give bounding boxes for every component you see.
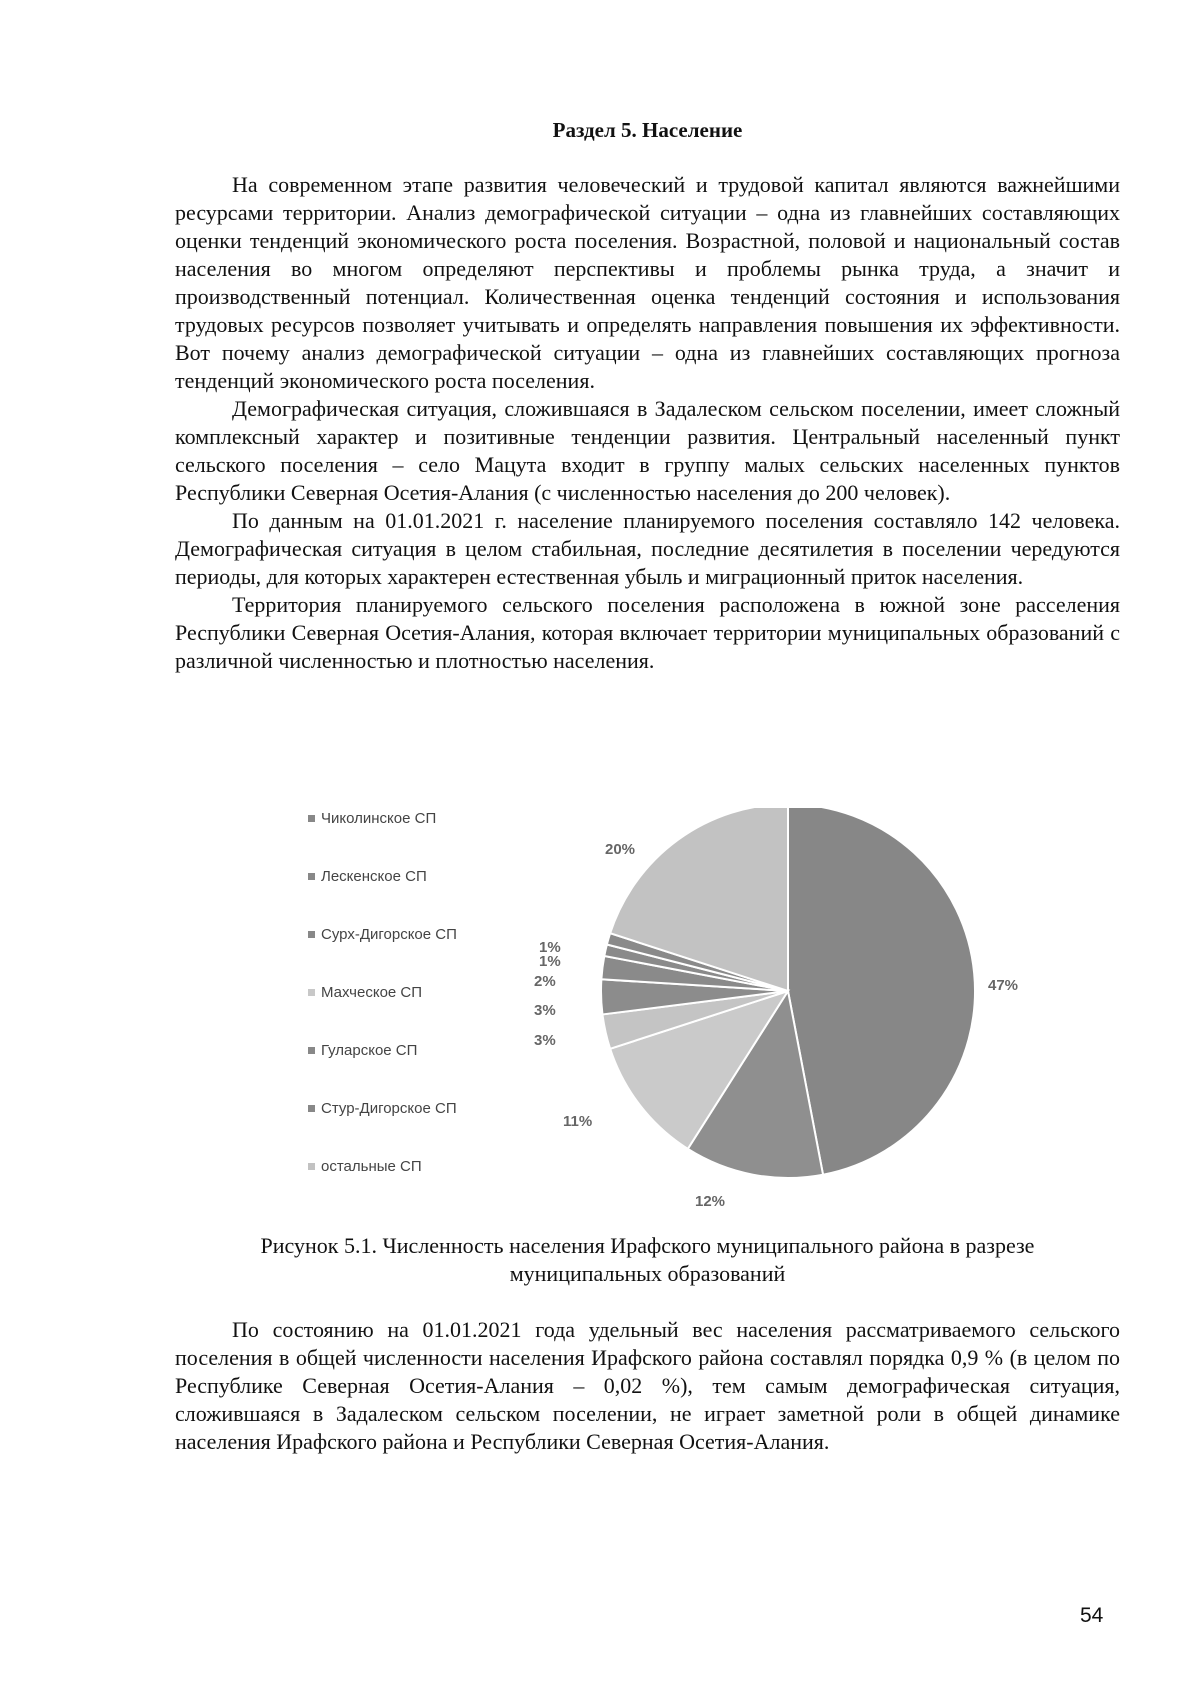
paragraph: Демографическая ситуация, сложившаяся в Задалеском сельском поселении, имеет сложный комплексный характер и позитивные тенденции развития. Центральный населенный пункт сельского поселения – село Мацута входит в группу малых сельских населенных пунктов Республики Северная Осетия-Алания (с численностью населения до 200 человек). — [175, 396, 1120, 505]
pie-slice — [788, 808, 975, 1175]
legend-item — [308, 924, 457, 944]
paragraph: На современном этапе развития человеческий и трудовой капитал являются важнейшими ресурсами территории. Анализ демографической ситуации – одна из главнейших составляющих оценки тенденций экономического роста поселения. Возрастной, половой и национальный состав населения во многом определяют перспективы и проблемы рынка труда, а значит и производственный потенциал. Количественная оценка тенденций состояния и использования трудовых ресурсов позволяет учитывать и определять направления повышения их эффективности. Вот почему анализ демографической ситуации – одна из главнейших составляющих прогноза тенденций экономического роста поселения. — [175, 172, 1120, 393]
intro-text-block — [175, 171, 1120, 675]
slice-data-label: 2% — [534, 973, 556, 990]
legend-item — [308, 866, 427, 886]
legend-label: Чиколинское СП — [321, 809, 437, 827]
figure-caption — [175, 1232, 1120, 1288]
paragraph: По данным на 01.01.2021 г. население планируемого поселения составляло 142 человека. Демографическая ситуация в целом стабильная, последние десятилетия в поселении чередуются периоды, для которых характерен естественная убыль и миграционный приток населения. — [175, 508, 1120, 589]
slice-data-label: 1% — [539, 953, 561, 970]
paragraph: По состоянию на 01.01.2021 года удельный вес населения рассматриваемого сельского поселения в общей численности населения Ирафского района составлял порядка 0,9 % (в целом по Республике Северная Осетия-Алания – 0,02 %), тем самым демографическая ситуация, сложившаяся в Задалеском сельском поселении, не играет заметной роли в общей динамике населения Ирафского района и Республики Северная Осетия-Алания. — [175, 1317, 1120, 1454]
figure-caption-line: муниципальных образований — [509, 1261, 786, 1286]
slice-data-label: 20% — [605, 841, 636, 858]
slice-data-label: 12% — [695, 1193, 726, 1210]
figure-caption-line: Рисунок 5.1. Численность населения Ирафского муниципального района в разрезе — [260, 1233, 1035, 1258]
legend-label: остальные СП — [321, 1157, 422, 1175]
slice-data-label: 3% — [534, 1002, 556, 1019]
legend-item — [308, 1156, 422, 1176]
legend-swatch — [308, 815, 315, 822]
conclusion-text-block — [175, 1316, 1120, 1456]
legend-swatch — [308, 1163, 315, 1170]
legend-item — [308, 982, 422, 1002]
legend-label: Махческое СП — [321, 983, 423, 1001]
legend-label: Сурх-Дигорское СП — [321, 925, 457, 943]
legend-label: Гуларское СП — [321, 1041, 418, 1059]
legend-swatch — [308, 931, 315, 938]
paragraph: Территория планируемого сельского поселения расположена в южной зоне расселения Республики Северная Осетия-Алания, которая включает территории муниципальных образований с различной численностью и плотностью населения. — [175, 592, 1120, 673]
section-title: Раздел 5. Население — [552, 118, 743, 142]
pie-chart-graphic — [530, 808, 1080, 1218]
legend-item — [308, 1040, 417, 1060]
legend-swatch — [308, 873, 315, 880]
legend-label: Лескенское СП — [321, 867, 427, 885]
slice-data-label: 3% — [534, 1032, 556, 1049]
slice-data-label: 1% — [539, 939, 561, 956]
legend-label: Стур-Дигорское СП — [321, 1099, 457, 1117]
population-pie-chart — [290, 808, 1080, 1218]
legend-swatch — [308, 1105, 315, 1112]
slice-data-label: 11% — [563, 1113, 593, 1130]
legend-swatch — [308, 1047, 315, 1054]
legend-item — [308, 1098, 457, 1118]
page-number: 54 — [1080, 1604, 1104, 1627]
legend-item — [308, 808, 436, 828]
legend-swatch — [308, 989, 315, 996]
slice-data-label: 47% — [988, 977, 1019, 994]
